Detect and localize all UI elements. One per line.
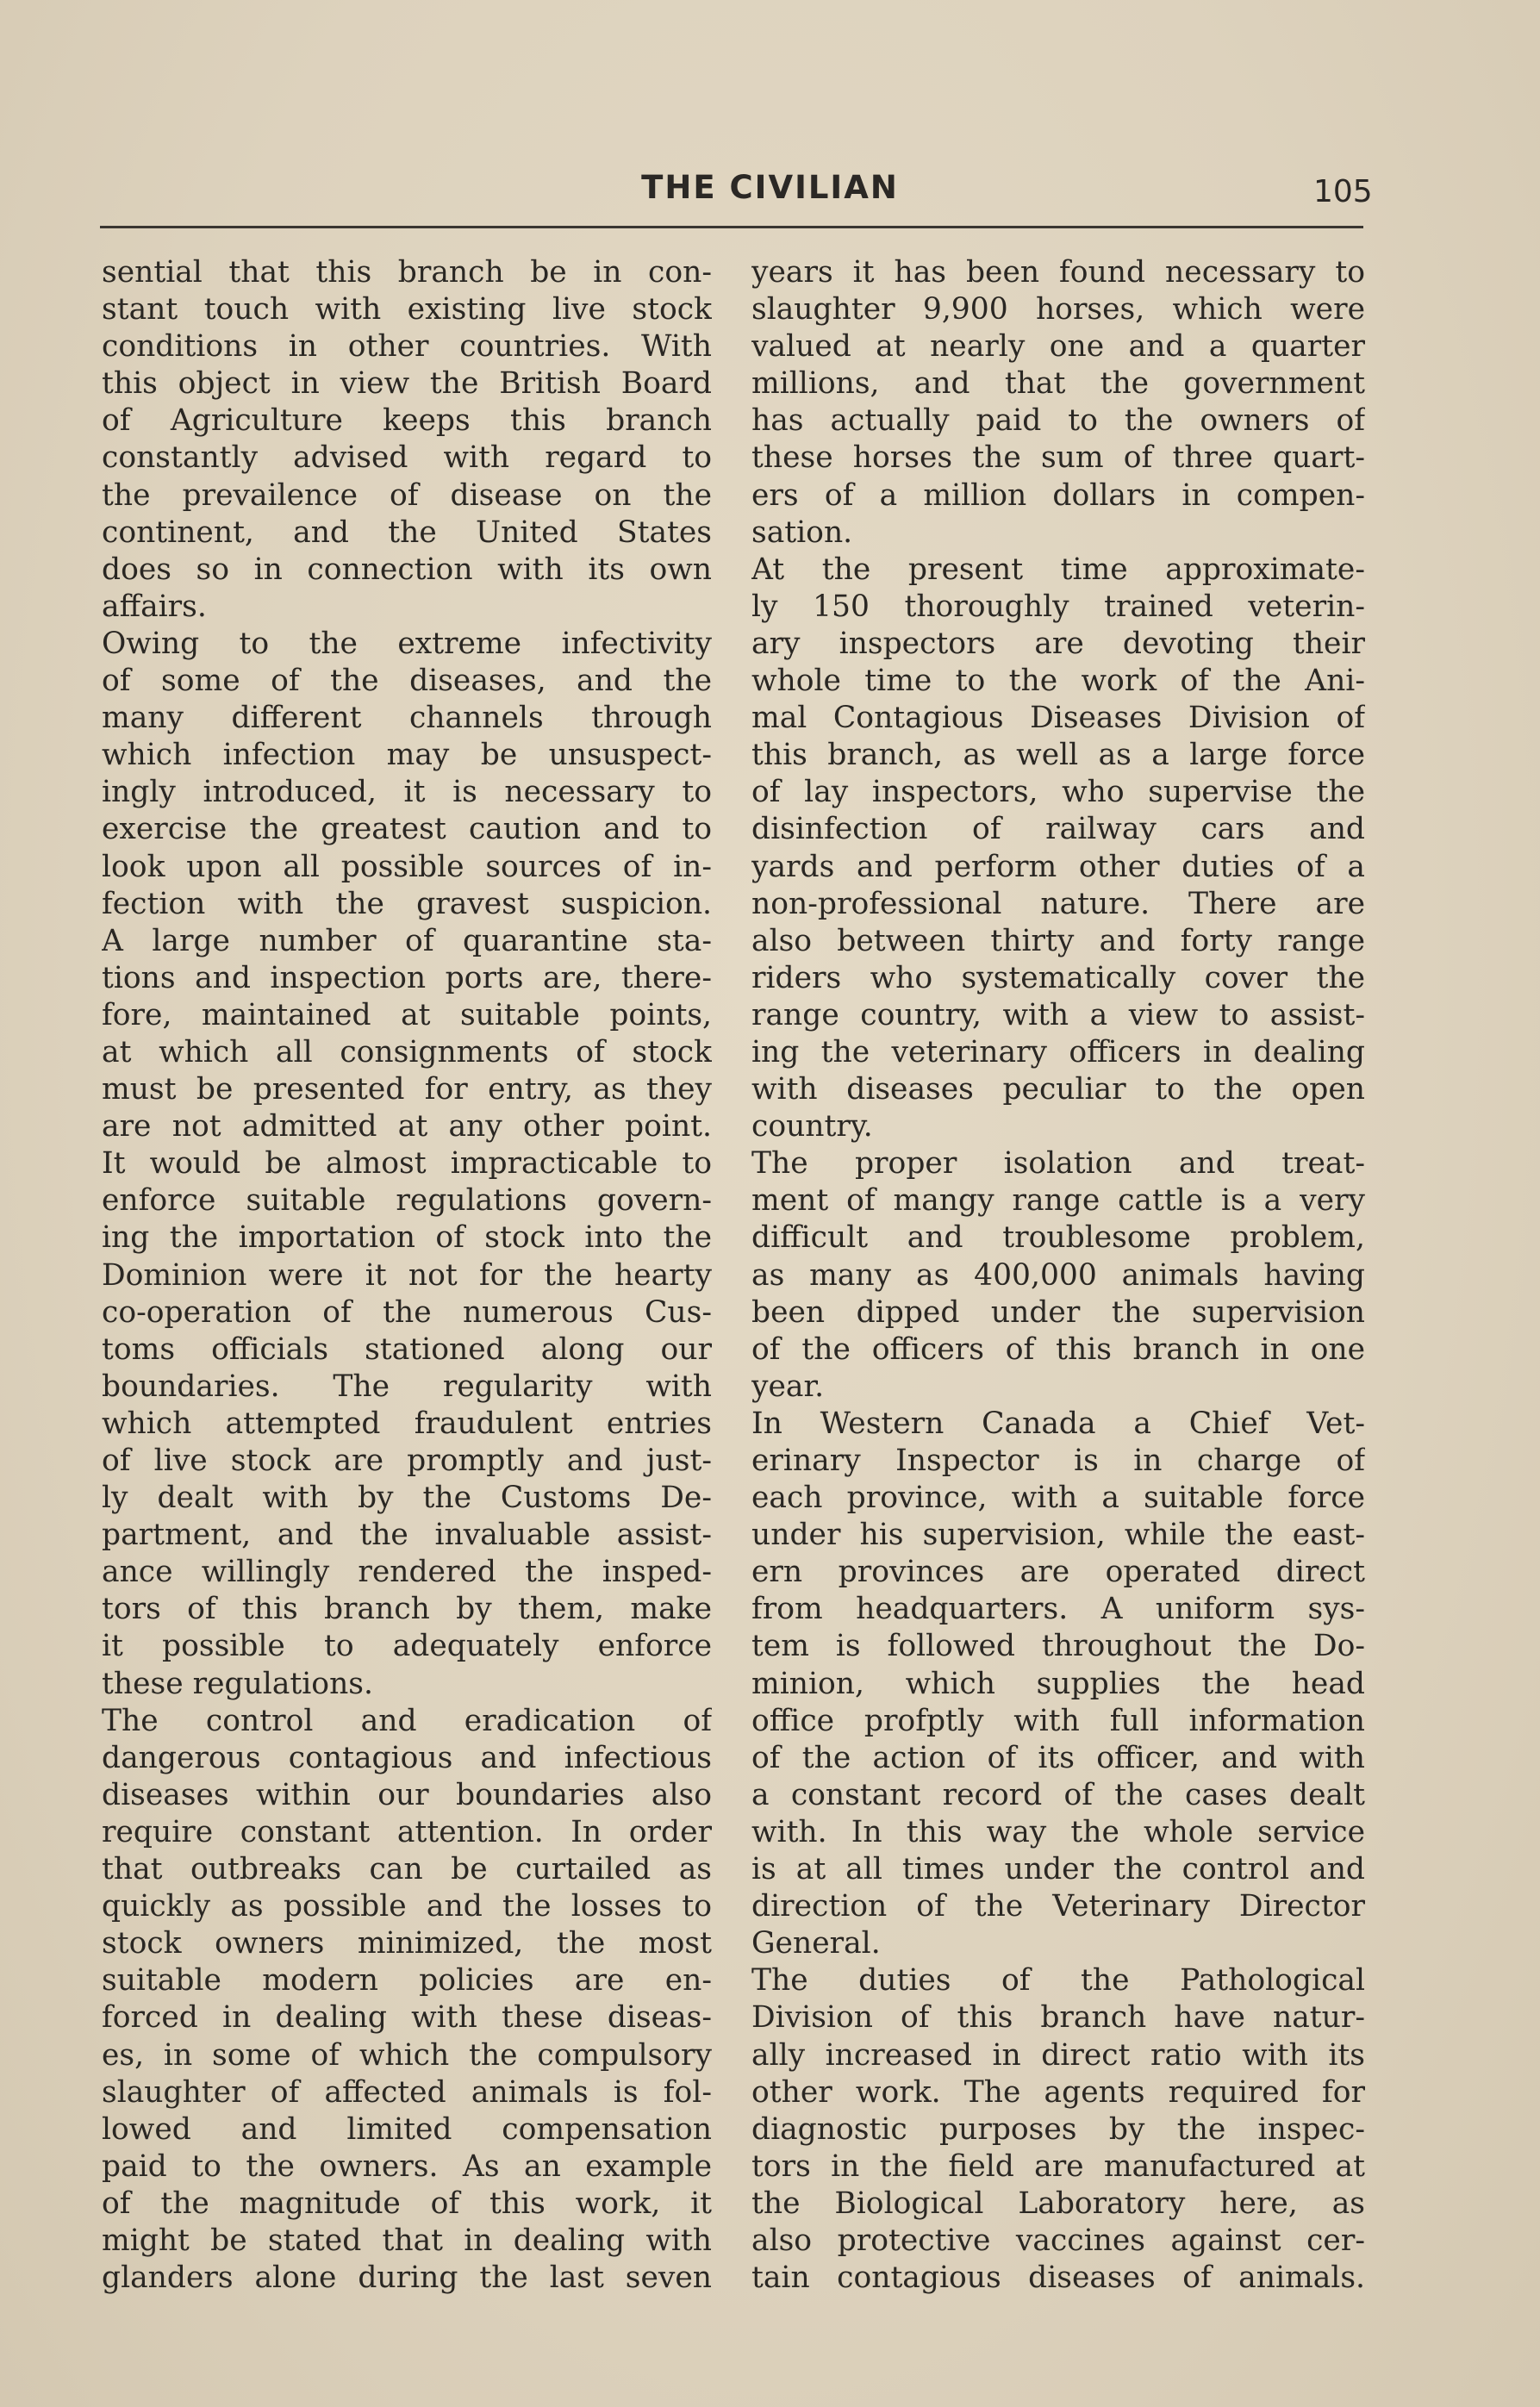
text-line: the prevailence of disease on the (102, 477, 712, 513)
text-line: exercise the greatest caution and to (102, 812, 712, 847)
text-line: dangerous contagious and infectious (102, 1740, 712, 1775)
text-line: The control and eradication of (102, 1703, 712, 1738)
text-line: tem is followed throughout the Do- (751, 1629, 1365, 1664)
text-line: quickly as possible and the losses to (102, 1889, 712, 1924)
text-line: disinfection of railway cars and (751, 812, 1365, 847)
text-line: that outbreaks can be curtailed as (102, 1852, 712, 1887)
text-line: under his supervision, while the east- (751, 1518, 1365, 1553)
left-column (102, 254, 712, 2297)
text-line: non-professional nature. There are (751, 886, 1365, 921)
right-column (751, 254, 1365, 2297)
text-line: year. (751, 1369, 825, 1404)
text-line: has actually paid to the owners of (751, 403, 1365, 439)
header-rule (100, 226, 1363, 228)
text-line: whole time to the work of the Ani- (751, 664, 1365, 699)
text-line: is at all times under the control and (751, 1852, 1365, 1887)
text-line: require constant attention. In order (102, 1814, 712, 1849)
text-line: of some of the diseases, and the (102, 664, 712, 699)
text-line: might be stated that in dealing with (102, 2223, 712, 2258)
text-line: look upon all possible sources of in- (102, 849, 712, 884)
text-line: sation. (751, 514, 853, 550)
text-line: riders who systematically cover the (751, 960, 1365, 995)
text-line: diagnostic purposes by the inspec- (751, 2111, 1365, 2147)
text-line: glanders alone during the last seven (102, 2260, 712, 2296)
text-line: it possible to adequately enforce (102, 1629, 712, 1664)
text-line: tors in the field are manufactured at (751, 2148, 1365, 2184)
text-line: many different channels through (102, 701, 712, 736)
text-line: country. (751, 1109, 873, 1144)
text-line: ally increased in direct ratio with its (751, 2037, 1365, 2073)
text-line: ary inspectors are devoting their (751, 626, 1365, 661)
text-line: these regulations. (102, 1666, 373, 1701)
text-line: with. In this way the whole service (751, 1814, 1365, 1849)
text-line: as many as 400,000 animals having (751, 1257, 1365, 1293)
text-line: of the officers of this branch in one (751, 1331, 1365, 1367)
text-line: sential that this branch be in con- (102, 255, 712, 290)
text-line: these horses the sum of three quart- (751, 440, 1365, 476)
text-line: of the magnitude of this work, it (102, 2186, 712, 2221)
text-line: which attempted fraudulent entries (102, 1406, 712, 1441)
text-line: Dominion were it not for the hearty (102, 1257, 712, 1293)
text-line: of lay inspectors, who supervise the (751, 775, 1365, 810)
text-line: other work. The agents required for (751, 2074, 1365, 2110)
text-line: this branch, as well as a large force (751, 738, 1365, 773)
text-line: conditions in other countries. With (102, 329, 712, 365)
text-line: at which all consignments of stock (102, 1034, 712, 1069)
text-line: In Western Canada a Chief Vet- (751, 1406, 1365, 1441)
text-line: which infection may be unsuspect- (102, 738, 712, 773)
text-line: continent, and the United States (102, 514, 712, 550)
text-line: ing the importation of stock into the (102, 1220, 712, 1256)
text-line: ers of a million dollars in compen- (751, 477, 1365, 513)
text-line: tions and inspection ports are, there- (102, 960, 712, 995)
text-line: millions, and that the government (751, 366, 1365, 402)
text-line: ing the veterinary officers in dealing (751, 1034, 1365, 1069)
text-line: At the present time approximate- (751, 552, 1365, 587)
text-line: erinary Inspector is in charge of (751, 1444, 1365, 1478)
running-title: THE CIVILIAN (641, 169, 899, 206)
text-line: also between thirty and forty range (751, 923, 1365, 958)
text-line: of Agriculture keeps this branch (102, 403, 712, 439)
text-line: stant touch with existing live stock (102, 292, 712, 327)
text-line: office profptly with full information (751, 1703, 1365, 1738)
text-line: are not admitted at any other point. (102, 1109, 712, 1144)
text-line: boundaries. The regularity with (102, 1369, 712, 1404)
page-number: 105 (1313, 174, 1373, 209)
text-line: minion, which supplies the head (751, 1666, 1365, 1701)
text-line: tors of this branch by them, make (102, 1592, 712, 1627)
text-line: diseases within our boundaries also (102, 1777, 712, 1812)
text-line: range country, with a view to assist- (751, 997, 1365, 1032)
text-line: es, in some of which the compulsory (102, 2037, 712, 2073)
text-line: of live stock are promptly and just- (102, 1444, 712, 1478)
text-line: It would be almost impracticable to (102, 1146, 712, 1182)
text-line: lowed and limited compensation (102, 2111, 712, 2147)
text-line: difficult and troublesome problem, (751, 1220, 1365, 1256)
text-line: direction of the Veterinary Director (751, 1889, 1365, 1924)
text-line: ance willingly rendered the insped- (102, 1555, 712, 1590)
text-line: does so in connection with its own (102, 552, 712, 587)
text-line: the Biological Laboratory here, as (751, 2186, 1365, 2221)
text-line: ly 150 thoroughly trained veterin- (751, 589, 1365, 624)
text-line: affairs. (102, 589, 207, 624)
text-line: ly dealt with by the Customs De- (102, 1481, 712, 1516)
text-line: mal Contagious Diseases Division of (751, 701, 1365, 736)
text-line: this object in view the British Board (102, 366, 712, 402)
text-line: each province, with a suitable force (751, 1481, 1365, 1516)
text-line: fore, maintained at suitable points, (102, 997, 712, 1032)
text-line: a constant record of the cases dealt (751, 1777, 1365, 1812)
text-line: of the action of its officer, and with (751, 1740, 1365, 1775)
text-line: slaughter of affected animals is fol- (102, 2074, 712, 2110)
text-line: suitable modern policies are en- (102, 1963, 712, 1999)
text-line: A large number of quarantine sta- (102, 923, 712, 958)
text-line: stock owners minimized, the most (102, 1926, 712, 1961)
text-line: slaughter 9,900 horses, which were (751, 292, 1365, 327)
text-line: forced in dealing with these diseas- (102, 2000, 712, 2036)
text-line: partment, and the invaluable assist- (102, 1518, 712, 1553)
text-line: The proper isolation and treat- (751, 1146, 1365, 1182)
text-line: valued at nearly one and a quarter (751, 329, 1365, 365)
text-line: General. (751, 1926, 881, 1961)
text-line: ment of mangy range cattle is a very (751, 1183, 1365, 1219)
text-line: been dipped under the supervision (751, 1294, 1365, 1330)
text-line: years it has been found necessary to (751, 255, 1365, 290)
text-line: ingly introduced, it is necessary to (102, 775, 712, 810)
text-line: from headquarters. A uniform sys- (751, 1592, 1365, 1627)
text-line: enforce suitable regulations govern- (102, 1183, 712, 1219)
text-line: toms officials stationed along our (102, 1331, 712, 1367)
text-line: fection with the gravest suspicion. (102, 886, 712, 921)
text-line: Owing to the extreme infectivity (102, 626, 712, 661)
text-line: co-operation of the numerous Cus- (102, 1294, 712, 1330)
text-line: must be presented for entry, as they (102, 1072, 712, 1107)
text-line: tain contagious diseases of animals. (751, 2260, 1365, 2296)
text-line: yards and perform other duties of a (751, 849, 1365, 884)
text-line: with diseases peculiar to the open (751, 1072, 1365, 1107)
text-line: also protective vaccines against cer- (751, 2223, 1365, 2258)
text-line: The duties of the Pathological (751, 1963, 1365, 1999)
text-line: constantly advised with regard to (102, 440, 712, 476)
text-line: Division of this branch have natur- (751, 2000, 1365, 2036)
text-line: ern provinces are operated direct (751, 1555, 1365, 1590)
text-line: paid to the owners. As an example (102, 2148, 712, 2184)
